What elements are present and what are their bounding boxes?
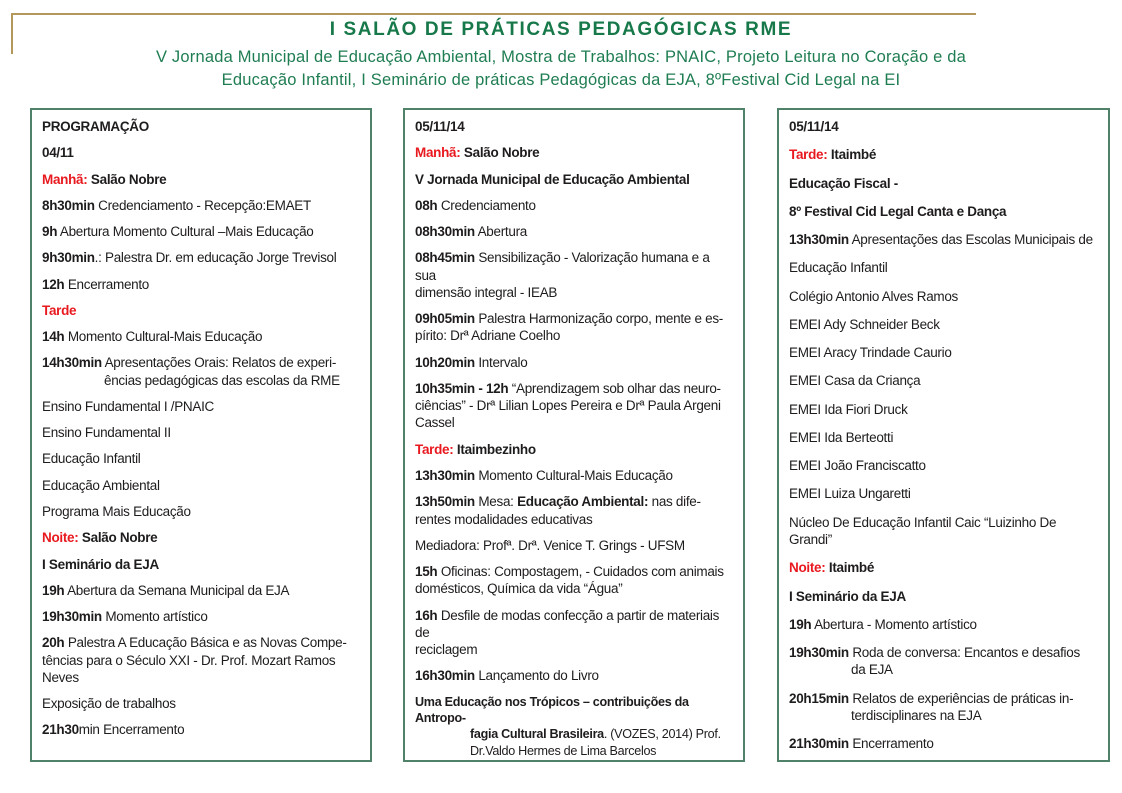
schedule-entry — [789, 616, 1098, 633]
schedule-entry — [789, 288, 1098, 305]
text-segment: min Encerramento — [78, 722, 185, 738]
schedule-line — [415, 563, 733, 580]
schedule-line — [42, 556, 360, 573]
schedule-line — [415, 537, 733, 554]
text-segment: Noite: — [789, 560, 829, 576]
schedule-entry — [415, 118, 733, 135]
text-segment: ciências” - Drª Lilian Lopes Pereira e Drª Paula Argeni — [415, 398, 721, 414]
schedule-line — [789, 316, 1098, 333]
text-segment: Apresentações Orais: Relatos de experi- — [101, 355, 337, 371]
text-segment: Itaimbezinho — [456, 441, 536, 457]
text-segment: Palestra A Educação Básica e as Novas Compe- — [64, 635, 347, 651]
schedule-entry — [42, 223, 360, 240]
text-segment: 9h30min — [42, 250, 95, 266]
schedule-line — [789, 559, 1098, 576]
text-segment: 16h — [415, 607, 438, 623]
text-segment: fagia Cultural Brasileira — [470, 727, 604, 742]
text-segment: Uma Educação nos Trópicos – contribuições da Antropo- — [415, 694, 689, 725]
text-segment: 8º Festival Cid Legal Canta e Dança — [789, 203, 1007, 219]
text-segment: domésticos, Química da vida “Água” — [415, 581, 623, 597]
schedule-entry — [789, 175, 1098, 192]
text-segment: terdisciplinares na EJA — [851, 707, 982, 723]
schedule-line — [789, 146, 1098, 163]
schedule-entry — [415, 171, 733, 188]
text-segment: 19h30min — [789, 645, 849, 661]
text-segment: Mesa: — [474, 494, 518, 510]
schedule-line — [415, 607, 733, 642]
text-segment: 14h — [42, 329, 65, 345]
text-segment: 10h20min — [415, 354, 475, 370]
schedule-line — [42, 721, 360, 738]
schedule-entry — [789, 372, 1098, 389]
schedule-line — [42, 276, 360, 293]
schedule-entry — [42, 197, 360, 214]
text-segment: Abertura da Semana Municipal da EJA — [64, 582, 290, 598]
schedule-line — [789, 288, 1098, 305]
schedule-line — [789, 372, 1098, 389]
schedule-line — [42, 450, 360, 467]
schedule-line — [789, 457, 1098, 474]
text-segment: Programa Mais Educação — [42, 503, 191, 519]
text-segment: Abertura — [474, 224, 527, 240]
schedule-line — [42, 354, 360, 371]
text-segment: 21h30min — [789, 736, 849, 752]
schedule-box-day2-afternoon — [777, 108, 1110, 762]
schedule-line — [789, 531, 1098, 548]
text-segment: Ensino Fundamental I /PNAIC — [42, 398, 214, 414]
schedule-entry — [42, 328, 360, 345]
schedule-entry — [789, 231, 1098, 248]
schedule-line — [415, 223, 733, 240]
schedule-line — [42, 372, 360, 389]
page-header — [0, 19, 1122, 92]
text-segment: Tarde — [42, 302, 77, 318]
text-segment: . (VOZES, 2014) Prof. — [603, 727, 721, 742]
text-segment: Grandi” — [789, 531, 832, 547]
schedule-entry — [789, 514, 1098, 549]
text-segment: Momento Cultural-Mais Educação — [474, 467, 673, 483]
text-segment: Sensibilização - Valorização humana e a sua — [415, 250, 710, 283]
text-segment: pírito: Drª Adriane Coelho — [415, 328, 561, 344]
text-segment: I Seminário da EJA — [42, 556, 159, 572]
schedule-entry — [789, 146, 1098, 163]
schedule-line — [415, 467, 733, 484]
text-segment: 20h — [42, 635, 65, 651]
text-segment: Cassel — [415, 415, 455, 431]
text-segment: Salão Nobre — [463, 145, 540, 161]
schedule-line — [415, 197, 733, 214]
text-segment: Itaimbé — [830, 147, 877, 163]
text-segment: 08h — [415, 197, 438, 213]
schedule-line — [42, 634, 360, 651]
schedule-line — [789, 690, 1098, 707]
schedule-entry — [42, 424, 360, 441]
schedule-line — [42, 695, 360, 712]
schedule-entry — [42, 556, 360, 573]
text-segment: Lançamento do Livro — [474, 668, 599, 684]
schedule-entry — [789, 401, 1098, 418]
schedule-line — [42, 608, 360, 625]
text-segment: EMEI Aracy Trindade Caurio — [789, 345, 952, 361]
text-segment: reciclagem — [415, 642, 478, 658]
schedule-line — [415, 743, 733, 759]
text-segment: PROGRAMAÇÃO — [42, 119, 149, 134]
schedule-line — [42, 398, 360, 415]
schedule-line — [415, 441, 733, 458]
schedule-line — [789, 344, 1098, 361]
text-segment: Mediadora: Profª. Drª. Venice T. Grings - UFSM — [415, 537, 685, 553]
schedule-entry — [789, 457, 1098, 474]
schedule-entry — [415, 310, 733, 345]
schedule-line — [42, 669, 360, 686]
schedule-line — [789, 514, 1098, 531]
schedule-box-day1 — [30, 108, 372, 762]
schedule-line — [789, 707, 1098, 724]
text-segment: Credenciamento - Recepção:EMAET — [94, 197, 311, 213]
text-segment: Credenciamento — [437, 197, 536, 213]
schedule-entry — [42, 398, 360, 415]
text-segment: 04/11 — [42, 145, 74, 161]
schedule-entry — [415, 144, 733, 161]
schedule-line — [42, 652, 360, 669]
schedule-line — [415, 414, 733, 431]
text-segment: EMEI João Franciscatto — [789, 458, 926, 474]
schedule-entry — [415, 467, 733, 484]
schedule-entry — [42, 582, 360, 599]
schedule-entry — [42, 302, 360, 319]
schedule-entry — [789, 485, 1098, 502]
schedule-entry — [415, 537, 733, 554]
schedule-line — [42, 223, 360, 240]
text-segment: Momento Cultural-Mais Educação — [64, 329, 263, 345]
schedule-line — [415, 354, 733, 371]
schedule-box-day2-morning — [403, 108, 745, 762]
schedule-line — [42, 424, 360, 441]
schedule-line — [42, 118, 360, 135]
text-segment: Abertura Momento Cultural –Mais Educação — [57, 224, 314, 240]
text-segment: nas dife- — [648, 494, 701, 510]
schedule-entry — [42, 608, 360, 625]
schedule-line — [415, 641, 733, 658]
schedule-line — [789, 644, 1098, 661]
text-segment: 05/11/14 — [415, 119, 465, 134]
text-segment: 08h30min — [415, 224, 475, 240]
page-title: I SALÃO DE PRÁTICAS PEDAGÓGICAS RME — [329, 19, 793, 40]
schedule-entry — [42, 276, 360, 293]
text-segment: EMEI Ida Fiori Druck — [789, 401, 908, 417]
text-segment: 19h — [42, 582, 65, 598]
schedule-line — [415, 284, 733, 301]
schedule-entry — [42, 721, 360, 738]
schedule-entry — [415, 493, 733, 528]
schedule-line — [789, 118, 1098, 135]
schedule-entry — [415, 694, 733, 759]
text-segment: 09h05min — [415, 311, 475, 327]
schedule-entry — [42, 695, 360, 712]
text-segment: Manhã: — [42, 171, 91, 187]
text-segment: Palestra Harmonização corpo, mente e es- — [474, 311, 723, 327]
schedule-line — [415, 511, 733, 528]
schedule-line — [789, 616, 1098, 633]
schedule-entry — [789, 344, 1098, 361]
text-segment: Itaimbé — [828, 560, 875, 576]
text-segment: Educação Fiscal - — [789, 175, 898, 191]
schedule-line — [42, 144, 360, 161]
schedule-entry — [42, 634, 360, 686]
text-segment: Encerramento — [64, 276, 150, 292]
schedule-line — [415, 249, 733, 284]
text-segment: dimensão integral - IEAB — [415, 284, 558, 300]
schedule-line — [789, 203, 1098, 220]
schedule-entry — [789, 559, 1098, 576]
text-segment: Intervalo — [474, 354, 528, 370]
text-segment: 12h — [42, 276, 65, 292]
schedule-line — [789, 429, 1098, 446]
schedule-line — [415, 310, 733, 327]
schedule-entry — [789, 735, 1098, 752]
text-segment: 05/11/14 — [789, 119, 839, 134]
schedule-entry — [415, 380, 733, 432]
schedule-entry — [42, 354, 360, 389]
text-segment: Núcleo De Educação Infantil Caic “Luizinho De — [789, 514, 1057, 530]
text-segment: ências pedagógicas das escolas da RME — [104, 372, 340, 388]
schedule-line — [415, 726, 733, 742]
schedule-entry — [789, 118, 1098, 135]
text-segment: Educação Ambiental: — [517, 494, 649, 510]
text-segment: 13h30min — [415, 467, 475, 483]
text-segment: Desfile de modas confecção a partir de materiais de — [415, 607, 720, 640]
schedule-line — [789, 401, 1098, 418]
schedule-entry — [789, 690, 1098, 725]
text-segment: 9h — [42, 224, 58, 240]
schedule-line — [415, 144, 733, 161]
schedule-line — [415, 694, 733, 727]
schedule-line — [42, 477, 360, 494]
text-segment: Tarde: — [789, 147, 831, 163]
schedule-line — [415, 380, 733, 397]
text-segment: Manhã: — [415, 145, 464, 161]
text-segment: 19h — [789, 616, 812, 632]
text-segment: 13h30min — [789, 232, 849, 248]
text-segment: tências para o Século XXI - Dr. Prof. Mozart Ramos — [42, 652, 336, 668]
text-segment: Apresentações das Escolas Municipais de — [848, 232, 1093, 248]
schedule-line — [42, 302, 360, 319]
schedule-line — [42, 529, 360, 546]
schedule-entry — [789, 203, 1098, 220]
schedule-line — [415, 397, 733, 414]
text-segment: Salão Nobre — [90, 171, 167, 187]
schedule-line — [789, 231, 1098, 248]
schedule-entry — [415, 563, 733, 598]
schedule-line — [42, 582, 360, 599]
schedule-entry — [415, 223, 733, 240]
schedule-entry — [789, 588, 1098, 605]
text-segment: 21h30 — [42, 722, 79, 738]
text-segment: Relatos de experiências de práticas in- — [848, 690, 1074, 706]
text-segment: Dr.Valdo Hermes de Lima Barcelos — [470, 743, 657, 758]
schedule-line — [415, 667, 733, 684]
text-segment: EMEI Ady Schneider Beck — [789, 316, 940, 332]
schedule-entry — [415, 667, 733, 684]
schedule-line — [415, 327, 733, 344]
schedule-entry — [42, 144, 360, 161]
schedule-line — [789, 588, 1098, 605]
text-segment: 13h50min — [415, 494, 475, 510]
subtitle-line-2: Educação Infantil, I Seminário de práticas Pedagógicas da EJA, 8ºFestival Cid Legal na EI — [221, 71, 901, 90]
schedule-line — [42, 328, 360, 345]
schedule-entry — [42, 118, 360, 135]
text-segment: Salão Nobre — [81, 530, 158, 546]
schedule-line — [415, 493, 733, 510]
schedule-entry — [415, 354, 733, 371]
schedule-entry — [789, 644, 1098, 679]
schedule-line — [789, 735, 1098, 752]
text-segment: EMEI Ida Berteotti — [789, 429, 894, 445]
schedule-entry — [789, 429, 1098, 446]
schedule-entry — [42, 477, 360, 494]
text-segment: Noite: — [42, 530, 82, 546]
schedule-entry — [42, 503, 360, 520]
text-segment: Educação Infantil — [42, 451, 141, 467]
text-segment: Exposição de trabalhos — [42, 696, 176, 712]
text-segment: 8h30min — [42, 197, 95, 213]
schedule-entry — [415, 607, 733, 659]
schedule-entry — [789, 316, 1098, 333]
schedule-entry — [42, 171, 360, 188]
text-segment: I Seminário da EJA — [789, 588, 906, 604]
text-segment: 16h30min — [415, 668, 475, 684]
text-segment: 15h — [415, 564, 438, 580]
text-segment: Educação Infantil — [789, 260, 888, 276]
schedule-entry — [42, 249, 360, 266]
text-segment: 20h15min — [789, 690, 849, 706]
schedule-entry — [415, 197, 733, 214]
schedule-line — [42, 197, 360, 214]
text-segment: Colégio Antonio Alves Ramos — [789, 288, 959, 304]
text-segment: Neves — [42, 669, 79, 685]
text-segment: “Aprendizagem sob olhar das neuro- — [508, 380, 721, 396]
schedule-line — [789, 485, 1098, 502]
text-segment: EMEI Casa da Criança — [789, 373, 921, 389]
text-segment: Abertura - Momento artístico — [811, 616, 977, 632]
text-segment: Roda de conversa: Encantos e desafios — [848, 645, 1080, 661]
text-segment: 08h45min — [415, 250, 475, 266]
text-segment: 10h35min - 12h — [415, 380, 509, 396]
text-segment: .: Palestra Dr. em educação Jorge Trevisol — [94, 250, 337, 266]
page-subtitle — [0, 46, 1122, 92]
text-segment: V Jornada Municipal de Educação Ambiental — [415, 171, 690, 187]
schedule-line — [415, 171, 733, 188]
schedule-line — [42, 171, 360, 188]
text-segment: Tarde: — [415, 441, 457, 457]
text-segment: Educação Ambiental — [42, 477, 160, 493]
text-segment: Oficinas: Compostagem, - Cuidados com animais — [437, 564, 724, 580]
schedule-entry — [415, 249, 733, 301]
schedule-entry — [415, 441, 733, 458]
schedule-line — [415, 118, 733, 135]
text-segment: Ensino Fundamental II — [42, 425, 171, 441]
schedule-entry — [789, 259, 1098, 276]
text-segment: Momento artístico — [101, 609, 208, 625]
text-segment: Encerramento — [848, 736, 934, 752]
text-segment: 19h30min — [42, 609, 102, 625]
schedule-line — [789, 259, 1098, 276]
schedule-line — [415, 580, 733, 597]
text-segment: EMEI Luiza Ungaretti — [789, 486, 911, 502]
schedule-line — [789, 661, 1098, 678]
schedule-line — [789, 175, 1098, 192]
schedule-entry — [42, 529, 360, 546]
schedule-line — [42, 249, 360, 266]
schedule-entry — [42, 450, 360, 467]
text-segment: 14h30min — [42, 355, 102, 371]
text-segment: rentes modalidades educativas — [415, 511, 593, 527]
text-segment: da EJA — [851, 662, 893, 678]
subtitle-line-1: V Jornada Municipal de Educação Ambiental, Mostra de Trabalhos: PNAIC, Projeto Leitura no Coração e da — [155, 48, 967, 66]
schedule-line — [42, 503, 360, 520]
